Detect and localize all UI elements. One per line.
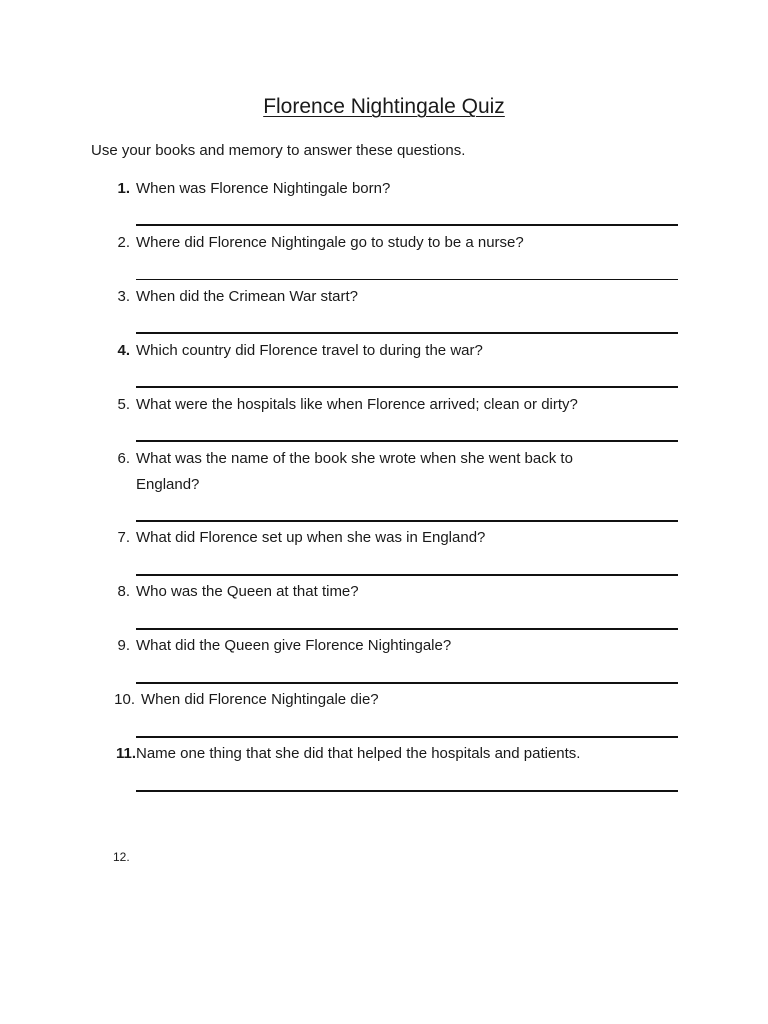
page-title: Florence Nightingale Quiz — [263, 95, 505, 118]
question-number: 5. — [117, 396, 130, 413]
instructions-text: Use your books and memory to answer these questions. — [91, 142, 466, 159]
question-number: 1. — [117, 180, 130, 197]
trailing-question-number: 12. — [113, 850, 130, 864]
question-text: What was the name of the book she wrote when she went back to England? — [136, 450, 573, 493]
answer-line[interactable] — [136, 574, 678, 576]
answer-line[interactable] — [136, 386, 678, 388]
question-number: 7. — [117, 529, 130, 546]
question-number: 11. — [115, 745, 136, 762]
answer-line[interactable] — [136, 279, 678, 280]
answer-line[interactable] — [136, 440, 678, 442]
answer-line[interactable] — [136, 332, 678, 334]
question-number: 6. — [117, 450, 130, 467]
question-text: What did Florence set up when she was in England? — [136, 529, 486, 546]
answer-line[interactable] — [136, 224, 678, 226]
question-text: Who was the Queen at that time? — [136, 583, 359, 600]
answer-line[interactable] — [136, 520, 678, 522]
question-text: When was Florence Nightingale born? — [136, 180, 391, 197]
question-number: 8. — [117, 583, 130, 600]
question-number: 10. — [114, 691, 135, 708]
question-number: 4. — [117, 342, 130, 359]
answer-line[interactable] — [136, 736, 678, 738]
answer-line[interactable] — [136, 790, 678, 792]
question-text: What did the Queen give Florence Nightingale? — [136, 637, 452, 654]
question-text: Which country did Florence travel to during the war? — [136, 342, 483, 359]
question-number: 9. — [117, 637, 130, 654]
answer-line[interactable] — [136, 628, 678, 630]
question-text: When did Florence Nightingale die? — [141, 691, 379, 708]
question-text: Name one thing that she did that helped the hospitals and patients. — [136, 745, 581, 762]
question-text: When did the Crimean War start? — [136, 288, 359, 305]
question-number: 3. — [117, 288, 130, 305]
question-text: Where did Florence Nightingale go to study to be a nurse? — [136, 234, 524, 251]
question-number: 2. — [117, 234, 130, 251]
answer-line[interactable] — [136, 682, 678, 684]
question-text: What were the hospitals like when Florence arrived; clean or dirty? — [136, 396, 578, 413]
